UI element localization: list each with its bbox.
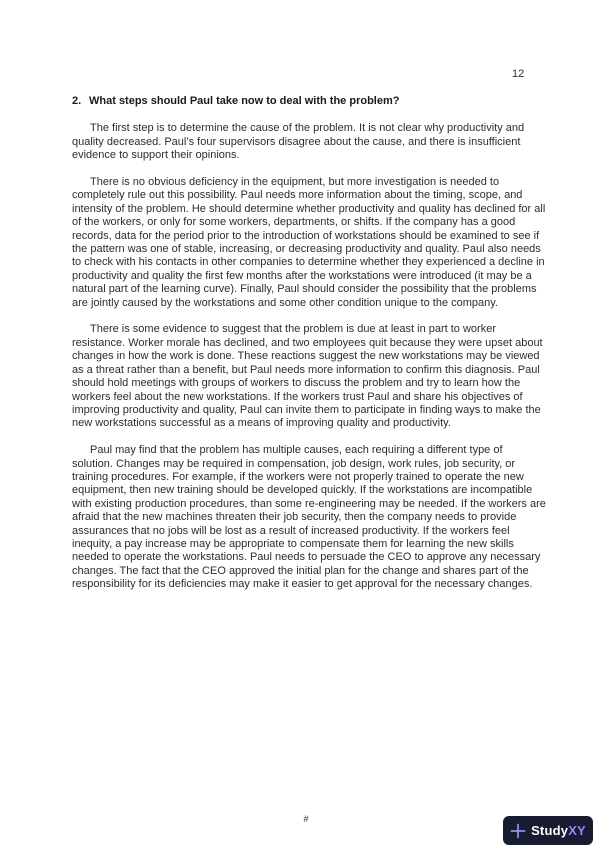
question-number: 2. — [72, 95, 82, 107]
brand-name — [531, 823, 586, 838]
paragraph: There is some evidence to suggest that the problem is due at least in part to worker resistance. Worker morale has declined, and two employees quit because they were upset about changes in how the work is done. These reactions suggest the new workstations may be viewed as a threat rather than a benefit, but Paul needs more information to confirm this diagnosis. Paul should hold meetings with groups of workers to discuss the problem and try to learn how the workers feel about the new workstations. If the workers trust Paul and share his objectives of improving productivity and quality, Paul can invite them to participate in finding ways to make the new workstations successful as a means of improving quality and productivity. — [72, 323, 543, 430]
footer-page-mark: # — [303, 814, 309, 824]
question-text: What steps should Paul take now to deal with the problem? — [89, 95, 400, 107]
brand-name-secondary: XY — [568, 823, 586, 838]
plus-icon — [510, 823, 526, 839]
brand-name-primary: Study — [531, 823, 569, 838]
document-content — [72, 95, 546, 605]
answer-body — [72, 122, 546, 591]
studyxy-badge — [503, 816, 593, 845]
question-heading — [72, 95, 546, 108]
page-number: 12 — [512, 68, 525, 80]
paragraph: There is no obvious deficiency in the equipment, but more investigation is needed to completely rule out this possibility. Paul needs more information about the timing, scope, and intensity of the problem. He should determine whether productivity and quality has declined for all of the workers, or only for some workers, departments, or shifts. If the company has a good records, data for the period prior to the introduction of workstations should be examined to see if the pattern was one of stable, increasing, or decreasing productivity and quality. Paul also needs to check with his contacts in other companies to determine whether they experienced a decline in productivity and quality the first few months after the workstations were introduced (it may be a natural part of the learning curve). Finally, Paul should consider the possibility that the problems are jointly caused by the workstations and some other condition unique to the company. — [72, 176, 546, 309]
paragraph: The first step is to determine the cause of the problem. It is not clear why productivity and quality decreased. Paul’s four supervisors disagree about the cause, and there is insufficient evidence to support their opinions. — [72, 122, 525, 162]
paragraph: Paul may find that the problem has multiple causes, each requiring a different type of solution. Changes may be required in compensation, job design, work rules, job security, or training procedures. For example, if the workers were not properly trained to operate the new equipment, then new training should be developed quickly. If the workstations are incompatible with existing production procedures, than some re-engineering may be needed. If the workers are afraid that the new machines threaten their job security, then the company needs to provide assurances that no jobs will be lost as a result of increased productivity. If the workers feel inequity, a pay increase may be appropriate to compensate them for learning the new skills needed to operate the workstations. Paul needs to persuade the CEO to approve any necessary changes. The fact that the CEO approved the initial plan for the change and shares part of the responsibility for its deficiencies may make it easier to get approval for the necessary changes. — [72, 444, 546, 591]
